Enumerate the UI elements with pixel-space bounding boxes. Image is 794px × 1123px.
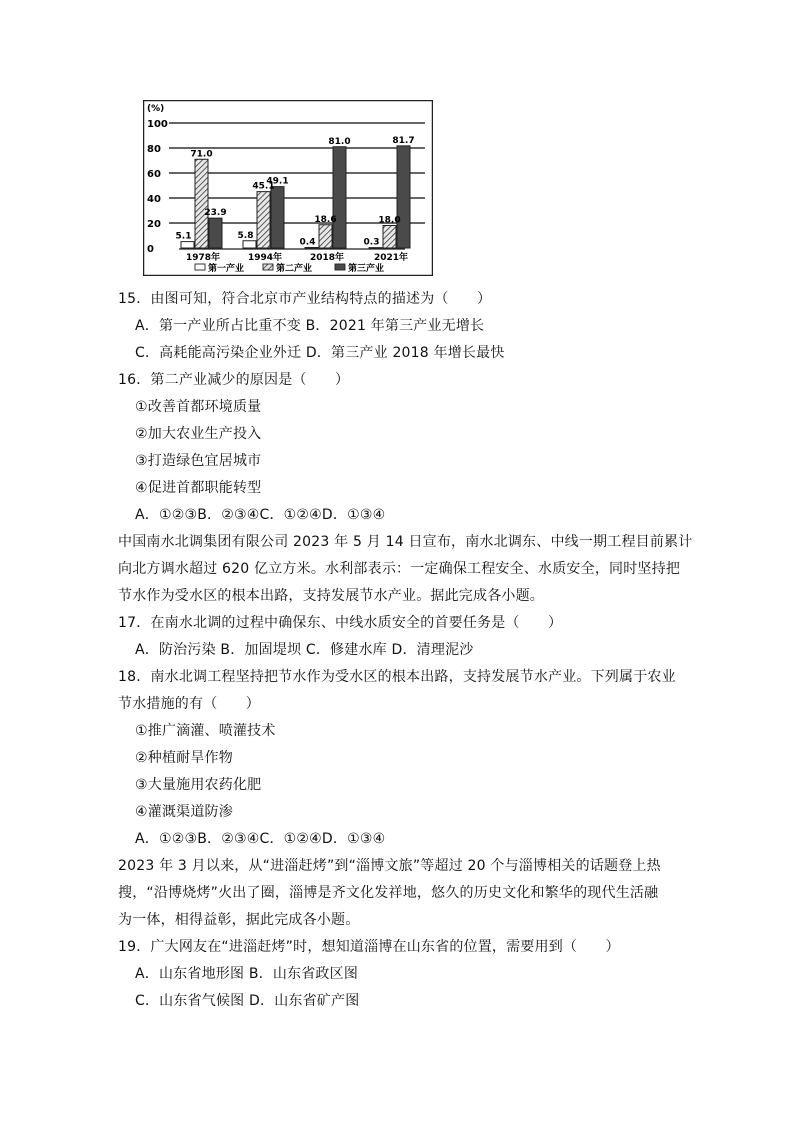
y-tick-label: 0 xyxy=(147,244,154,255)
data-label: 18.0 xyxy=(378,215,401,226)
q16-item-2: ②加大农业生产投入 xyxy=(135,426,262,442)
legend-label: 第一产业 xyxy=(208,264,245,274)
data-label: 49.1 xyxy=(266,176,289,187)
data-label: 23.9 xyxy=(204,208,227,219)
data-label: 0.3 xyxy=(363,237,380,248)
y-tick-label: 80 xyxy=(147,144,161,155)
q18-item-3: ③大量施用农药化肥 xyxy=(135,777,262,793)
y-tick-label: 40 xyxy=(147,194,161,205)
legend-swatch xyxy=(195,264,205,270)
data-label: 5.8 xyxy=(237,230,254,241)
bar-2-4 xyxy=(383,226,396,249)
data-label: 45.1 xyxy=(252,181,275,192)
data-label: 0.4 xyxy=(299,237,316,248)
passage-zibo-1: 2023 年 3 月以来，从“进淄赶烤”到“淄博文旅”等超过 20 个与淄博相关的话题登上热 xyxy=(118,858,661,874)
bar-3-3 xyxy=(333,147,346,248)
bar-1-1 xyxy=(181,242,194,248)
y-axis-unit-label: (%) xyxy=(147,104,165,114)
question-17: 17．在南水北调的过程中确保东、中线水质安全的首要任务是（ ） xyxy=(118,615,563,631)
bar-2-3 xyxy=(319,225,332,248)
q15-options-ab: A．第一产业所占比重不变 B．2021 年第三产业无增长 xyxy=(135,318,485,334)
q16-item-1: ①改善首都环境质量 xyxy=(135,399,262,415)
legend-swatch xyxy=(335,264,345,270)
q19-options-cd: C．山东省气候图 D．山东省矿产图 xyxy=(135,993,360,1009)
y-tick-label: 100 xyxy=(147,119,168,130)
passage-zibo-2: 搜，“沿博烧烤”火出了圈，淄博是齐文化发祥地，悠久的历史文化和繁华的现代生活融 xyxy=(118,885,659,901)
q18-item-1: ①推广滴灌、喷灌技术 xyxy=(135,723,276,739)
industry-structure-chart xyxy=(143,100,433,276)
question-16: 16．第二产业减少的原因是（ ） xyxy=(118,372,350,388)
passage-water-2: 向北方调水超过 620 亿立方米。水利部表示：一定确保工程安全、水质安全，同时坚持把 xyxy=(118,561,681,577)
bar-1-3 xyxy=(305,248,318,249)
q17-options: A．防治污染 B．加固堤坝 C．修建水库 D．清理泥沙 xyxy=(135,642,474,658)
q19-options-ab: A．山东省地形图 B．山东省政区图 xyxy=(135,966,359,982)
question-18: 18．南水北调工程坚持把节水作为受水区的根本出路，支持发展节水产业。下列属于农业 xyxy=(118,669,676,685)
bar-3-1 xyxy=(209,218,222,248)
q18-options: A．①②③B．②③④C．①②④D．①③④ xyxy=(135,831,386,847)
q16-item-3: ③打造绿色宜居城市 xyxy=(135,453,262,469)
bar-3-4 xyxy=(397,146,410,248)
q15-options-cd: C．高耗能高污染企业外迁 D．第三产业 2018 年增长最快 xyxy=(135,345,505,361)
q18-item-4: ④灌溉渠道防渗 xyxy=(135,804,233,820)
data-label: 5.1 xyxy=(175,231,192,242)
passage-water-3: 节水作为受水区的根本出路，支持发展节水产业。据此完成各小题。 xyxy=(118,588,544,604)
data-label: 81.0 xyxy=(328,136,351,147)
bar-1-2 xyxy=(243,241,256,248)
data-label: 81.7 xyxy=(392,135,415,146)
question-15: 15．由图可知，符合北京市产业结构特点的描述为（ ） xyxy=(118,291,492,307)
bar-1-4 xyxy=(369,248,382,249)
q18-item-2: ②种植耐旱作物 xyxy=(135,750,233,766)
x-tick-label: 2018年 xyxy=(309,253,345,263)
y-tick-label: 60 xyxy=(147,169,161,180)
data-label: 18.6 xyxy=(314,214,337,225)
bar-2-2 xyxy=(257,192,270,248)
legend-label: 第三产业 xyxy=(348,264,385,274)
question-18-cont: 节水措施的有（ ） xyxy=(118,696,260,712)
x-tick-label: 1994年 xyxy=(247,253,283,263)
bar-2-1 xyxy=(195,159,208,248)
legend-swatch xyxy=(263,264,273,270)
legend-label: 第二产业 xyxy=(276,264,313,274)
y-tick-label: 20 xyxy=(147,219,161,230)
x-tick-label: 2021年 xyxy=(373,253,409,263)
question-19: 19．广大网友在“进淄赶烤”时，想知道淄博在山东省的位置，需要用到（ ） xyxy=(118,939,620,955)
bar-3-2 xyxy=(271,187,284,248)
data-label: 71.0 xyxy=(190,149,213,160)
passage-zibo-3: 为一体，相得益彰，据此完成各小题。 xyxy=(118,912,360,928)
q16-options: A．①②③B．②③④C．①②④D．①③④ xyxy=(135,507,386,523)
passage-water-1: 中国南水北调集团有限公司 2023 年 5 月 14 日宣布，南水北调东、中线一期工程目前累计 xyxy=(118,534,693,550)
x-tick-label: 1978年 xyxy=(185,253,221,263)
q16-item-4: ④促进首都职能转型 xyxy=(135,480,262,496)
